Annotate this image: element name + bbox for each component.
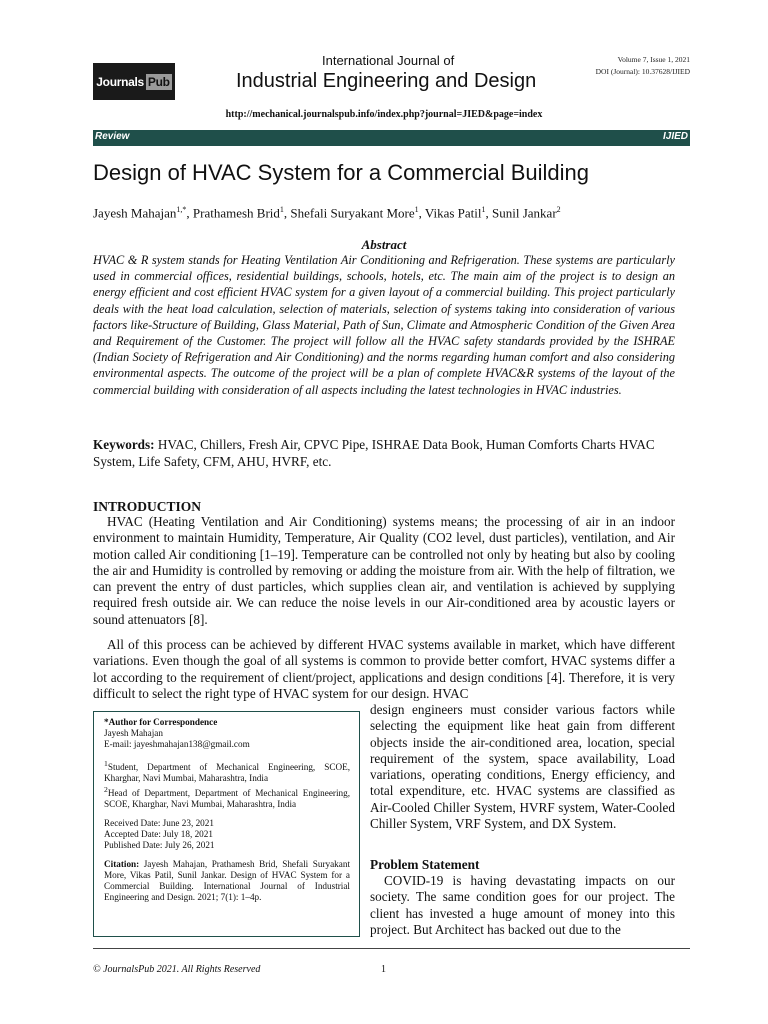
logo-text: Journals <box>96 74 144 89</box>
affiliation-sup: 2 <box>104 785 108 795</box>
author-name: Jayesh Mahajan <box>93 205 177 221</box>
intro-p2-text: All of this process can be achieved by different HVAC systems available in market, which have different variations. Even though the goal of all systems is common to provide better comfort, HVAC systems differ a lot according to the requirement of client/project, applications and design conditions [4]. Therefore, it is very difficult to select the right type of HVAC system for our design. HVAC <box>93 637 675 701</box>
correspondence-heading: *Author for Correspondence <box>104 717 218 727</box>
abstract-text: HVAC & R system stands for Heating Ventilation Air Conditioning and Refrigeration. These systems are particularly used in commercial offices, residential buildings, schools, hotels, etc. The main aim of the project is to design an energy efficient and cost efficient HVAC system for a given layout of a commercial building. This project particularly deals with the heat load calculation, selection of materials, selection of systems taking into consideration of various factors like-Structure of Building, Glass Material, Path of Sun, Climate and Atmospheric Condition of the Given Area and Requirement of the Customer. The project will follow all the HVAC safety standards provided by the ISHRAE (Indian Society of Refrigeration and Air Conditioning) and the norms regarding human comfort and also considering environmental aspects. The outcome of the project will be a plan of complete HVAC&R systems of the layout of the commercial building with consideration of all aspects including the latest technologies in HVAC industries. <box>93 253 675 397</box>
citation-text: Jayesh Mahajan, Prathamesh Brid, Shefali Suryakant More, Vikas Patil, Sunil Jankar. Design of HVAC System for a Commercial Building. International Journal of Industrial Engineering and Design. 2021; 7(1): 1–4p. <box>104 859 350 903</box>
volume-info <box>596 54 690 78</box>
problem-text <box>370 873 675 938</box>
author-list: Jayesh Mahajan$^{1,*}$, Prathamesh Brid$^1$, Shefali Suryakant More$^1$, Vikas Patil$^1$, Sunil Jankar$^2$ <box>93 205 561 221</box>
author-sup: 1 <box>414 205 419 214</box>
abstract-heading: Abstract <box>361 237 407 252</box>
published-date: Published Date: July 26, 2021 <box>104 840 215 851</box>
author-name: Sunil Jankar <box>492 205 557 221</box>
problem-paragraph: COVID-19 is having devastating impacts on our society. The same condition goes for our project. The client has invested a huge amount of money into this project. But Architect has backed out due to the <box>370 873 675 937</box>
author-name: Vikas Patil <box>424 205 482 221</box>
affiliation-sup: 1 <box>104 759 108 768</box>
author-sup: 2 <box>556 205 561 214</box>
affiliation-2 <box>104 784 350 810</box>
logo-accent: Pub <box>147 74 170 89</box>
author-sup: 1,* <box>176 205 187 214</box>
intro-paragraph-1 <box>93 514 675 628</box>
keywords-label: Keywords: <box>93 437 155 452</box>
problem-heading: Problem Statement <box>370 857 480 872</box>
footer-divider <box>93 948 690 949</box>
author-name: Shefali Suryakant More <box>290 205 415 221</box>
correspondence-name: Jayesh Mahajan <box>104 728 163 738</box>
intro-paragraph-2-continued: design engineers must consider various factors while selecting the equipment like heat gain from different objects inside the air-conditioned area, location, special requirement of the system, space availability, Load variations, operating conditions, Energy efficiency, and total expenditure, etc. HVAC systems are classified as Air-Cooled Chiller System, HVRF system, Water-Cooled Chiller System, VRF System, and DX System. <box>370 702 675 832</box>
intro-heading: INTRODUCTION <box>93 499 202 514</box>
keywords-list: HVAC, Chillers, Fresh Air, CPVC Pipe, ISHRAE Data Book, Human Comforts Charts HVAC System, Life Safety, CFM, AHU, HVRF, etc. <box>93 437 655 469</box>
section-label: Review <box>95 131 130 142</box>
page-number: 1 <box>381 964 386 975</box>
intro-paragraph-2 <box>93 637 675 702</box>
citation-label: Citation: <box>104 859 140 870</box>
correspondence-box <box>93 711 360 937</box>
accepted-date: Accepted Date: July 18, 2021 <box>104 829 213 840</box>
journal-logo <box>93 63 175 100</box>
author-sup: 1 <box>481 205 486 214</box>
author-name: Prathamesh Brid <box>192 205 280 221</box>
article-title: Design of HVAC System for a Commercial Building <box>93 160 589 185</box>
affiliation-text: Student, Department of Mechanical Engineering, SCOE, Kharghar, Navi Mumbai, Maharashtra, India <box>104 762 350 784</box>
journal-name: Industrial Engineering and Design <box>236 70 537 92</box>
doi: DOI (Journal): 10.37628/IJIED <box>595 67 690 76</box>
copyright: © JournalsPub 2021. All Rights Reserved <box>93 964 261 975</box>
volume-issue: Volume 7, Issue 1, 2021 <box>617 55 690 64</box>
affiliation-1 <box>104 758 350 784</box>
author-sup: 1 <box>279 205 284 214</box>
section-band <box>93 130 690 146</box>
intro-p1-text: HVAC (Heating Ventilation and Air Conditioning) systems means; the processing of air in an indoor environment to maintain Humidity, Temperature, Air Quality (CO2 level, dust particles), ventilation, and Air motion called Air conditioning [1–19]. Temperature can be controlled not only by heating but also by cooling the air and Humidity is controlled by removing or adding the moisture from air. With the help of filtration, we can prevent the entry of dust particles, which supplies clean air, and ventilation is achieved by supplying required fresh outside air. We can reduce the noise levels in our Air-conditioned area by acoustic layers or sound attenuators [8]. <box>93 514 675 627</box>
journal-prefix: International Journal of <box>322 53 455 68</box>
journal-code: IJIED <box>662 131 688 142</box>
citation <box>104 859 350 903</box>
keywords <box>93 437 683 470</box>
correspondence-email[interactable]: E-mail: jayeshmahajan138@gmail.com <box>104 739 250 749</box>
affiliation-text: Head of Department, Department of Mechanical Engineering, SCOE, Kharghar, Navi Mumbai, Maharashtra, India <box>104 788 350 810</box>
received-date: Received Date: June 23, 2021 <box>104 818 214 829</box>
journal-url[interactable]: http://mechanical.journalspub.info/index.php?journal=JIED&page=index <box>225 109 543 120</box>
